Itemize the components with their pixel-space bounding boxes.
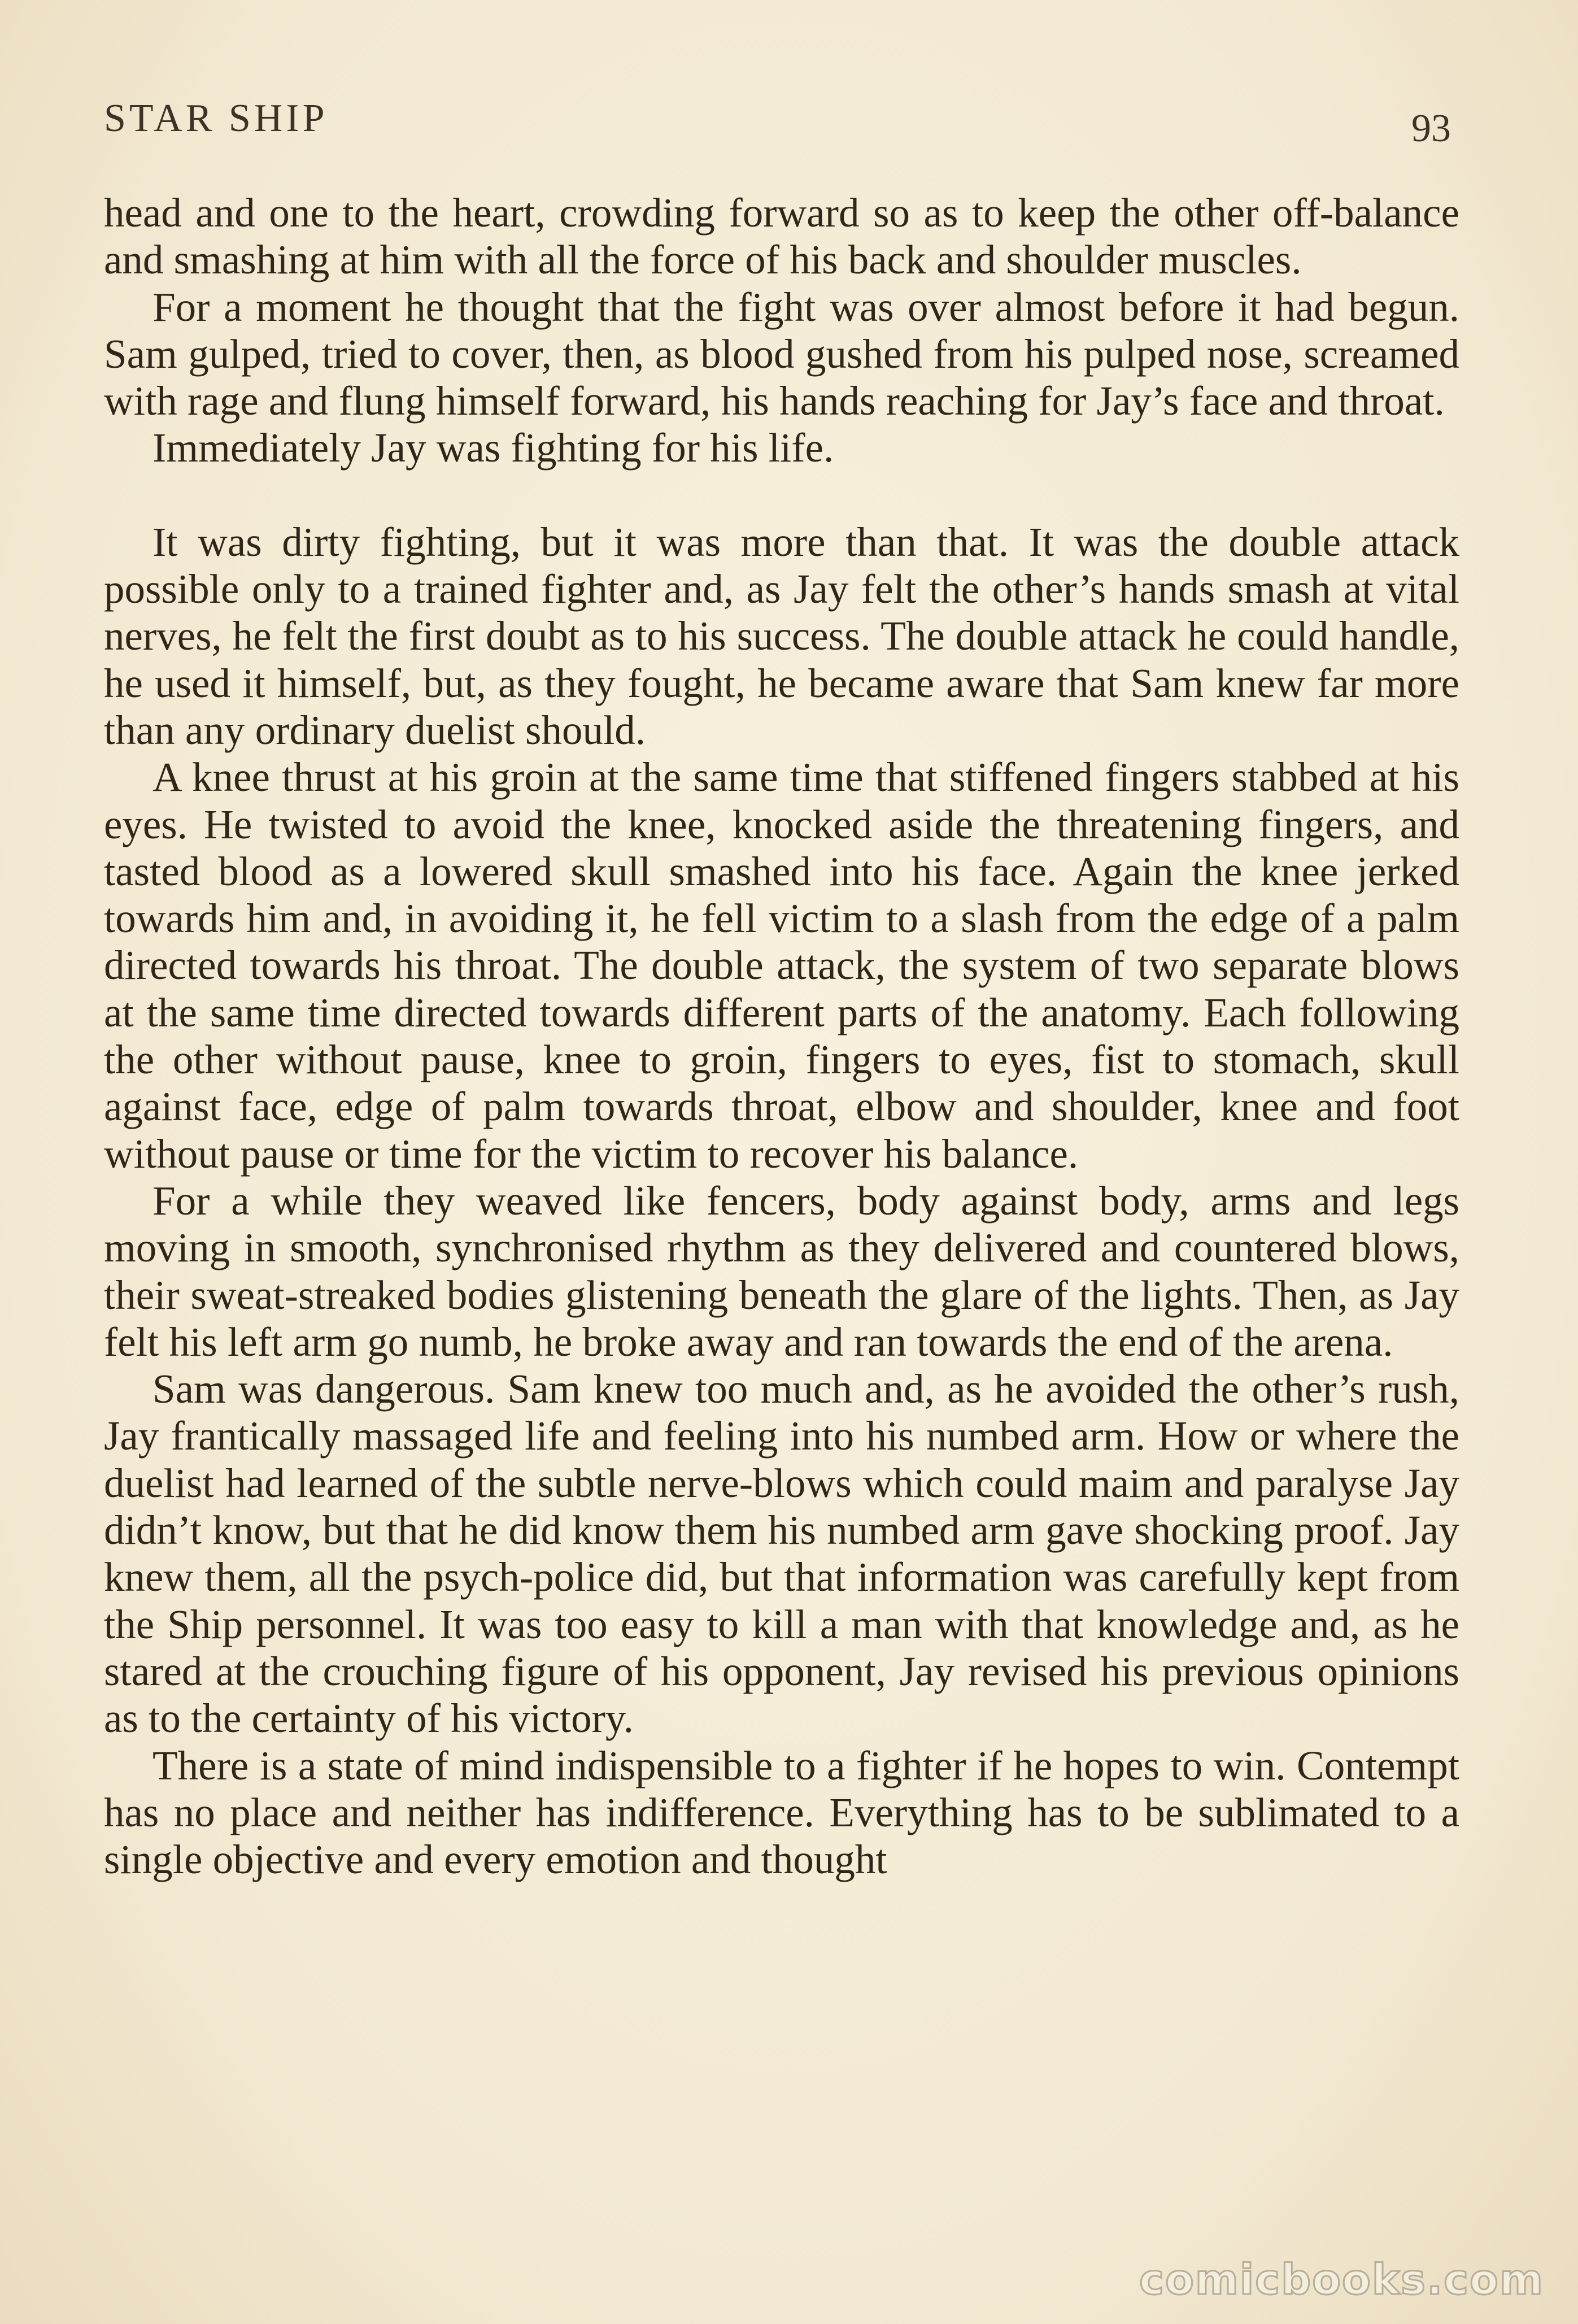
running-head: STAR SHIP	[104, 97, 328, 140]
paragraph: head and one to the heart, crowding forward so as to keep the other off-balance and smashing at him with all the force of his back and shoulder muscles.	[104, 190, 1459, 283]
paragraph: A knee thrust at his groin at the same time that stiffened fingers stabbed at his eyes. He twisted to avoid the knee, knocked aside the threatening fingers, and tasted blood as a lowered skull smashed into his face. Again the knee jerked towards him and, in avoiding it, he fell victim to a slash from the edge of a palm directed towards his throat. The double attack, the system of two separate blows at the same time directed towards different parts of the anatomy. Each following the other without pause, knee to groin, fingers to eyes, fist to stomach, skull against face, edge of palm towards throat, elbow and shoulder, knee and foot without pause or time for the victim to recover his balance.	[104, 754, 1459, 1177]
paragraph: Immediately Jay was fighting for his life.	[152, 425, 834, 471]
page-number: 93	[1411, 107, 1451, 150]
paragraph: There is a state of mind indispensible to a fighter if he hopes to win. Contempt has no place and neither has indifference. Everything has to be sublimated to a single objective and every emotion and thought	[104, 1742, 1459, 1883]
body-text	[104, 189, 1459, 1883]
paragraph: It was dirty fighting, but it was more than that. It was the double attack possible only to a trained fighter and, as Jay felt the other’s hands smash at vital nerves, he felt the first doubt as to his success. The double attack he could handle, he used it himself, but, as they fought, he became aware that Sam knew far more than any ordinary duelist should.	[104, 519, 1459, 753]
paragraph: For a while they weaved like fencers, body against body, arms and legs moving in smooth, synchronised rhythm as they delivered and countered blows, their sweat-streaked bodies glistening beneath the glare of the lights. Then, as Jay felt his left arm go numb, he broke away and ran towards the end of the arena.	[104, 1177, 1459, 1365]
paragraph: For a moment he thought that the fight was over almost before it had begun. Sam gulped, tried to cover, then, as blood gushed from his pulped nose, screamed with rage and flung himself forward, his hands reaching for Jay’s face and throat.	[104, 284, 1459, 424]
paragraph: Sam was dangerous. Sam knew too much and, as he avoided the other’s rush, Jay frantically massaged life and feeling into his numbed arm. How or where the duelist had learned of the subtle nerve-blows which could maim and paralyse Jay didn’t know, but that he did know them his numbed arm gave shocking proof. Jay knew them, all the psych-police did, but that information was carefully kept from the Ship personnel. It was too easy to kill a man with that knowledge and, as he stared at the crouching figure of his opponent, Jay revised his previous opinions as to the certainty of his victory.	[104, 1366, 1459, 1742]
watermark: comicbooks.com	[1139, 2256, 1544, 2304]
